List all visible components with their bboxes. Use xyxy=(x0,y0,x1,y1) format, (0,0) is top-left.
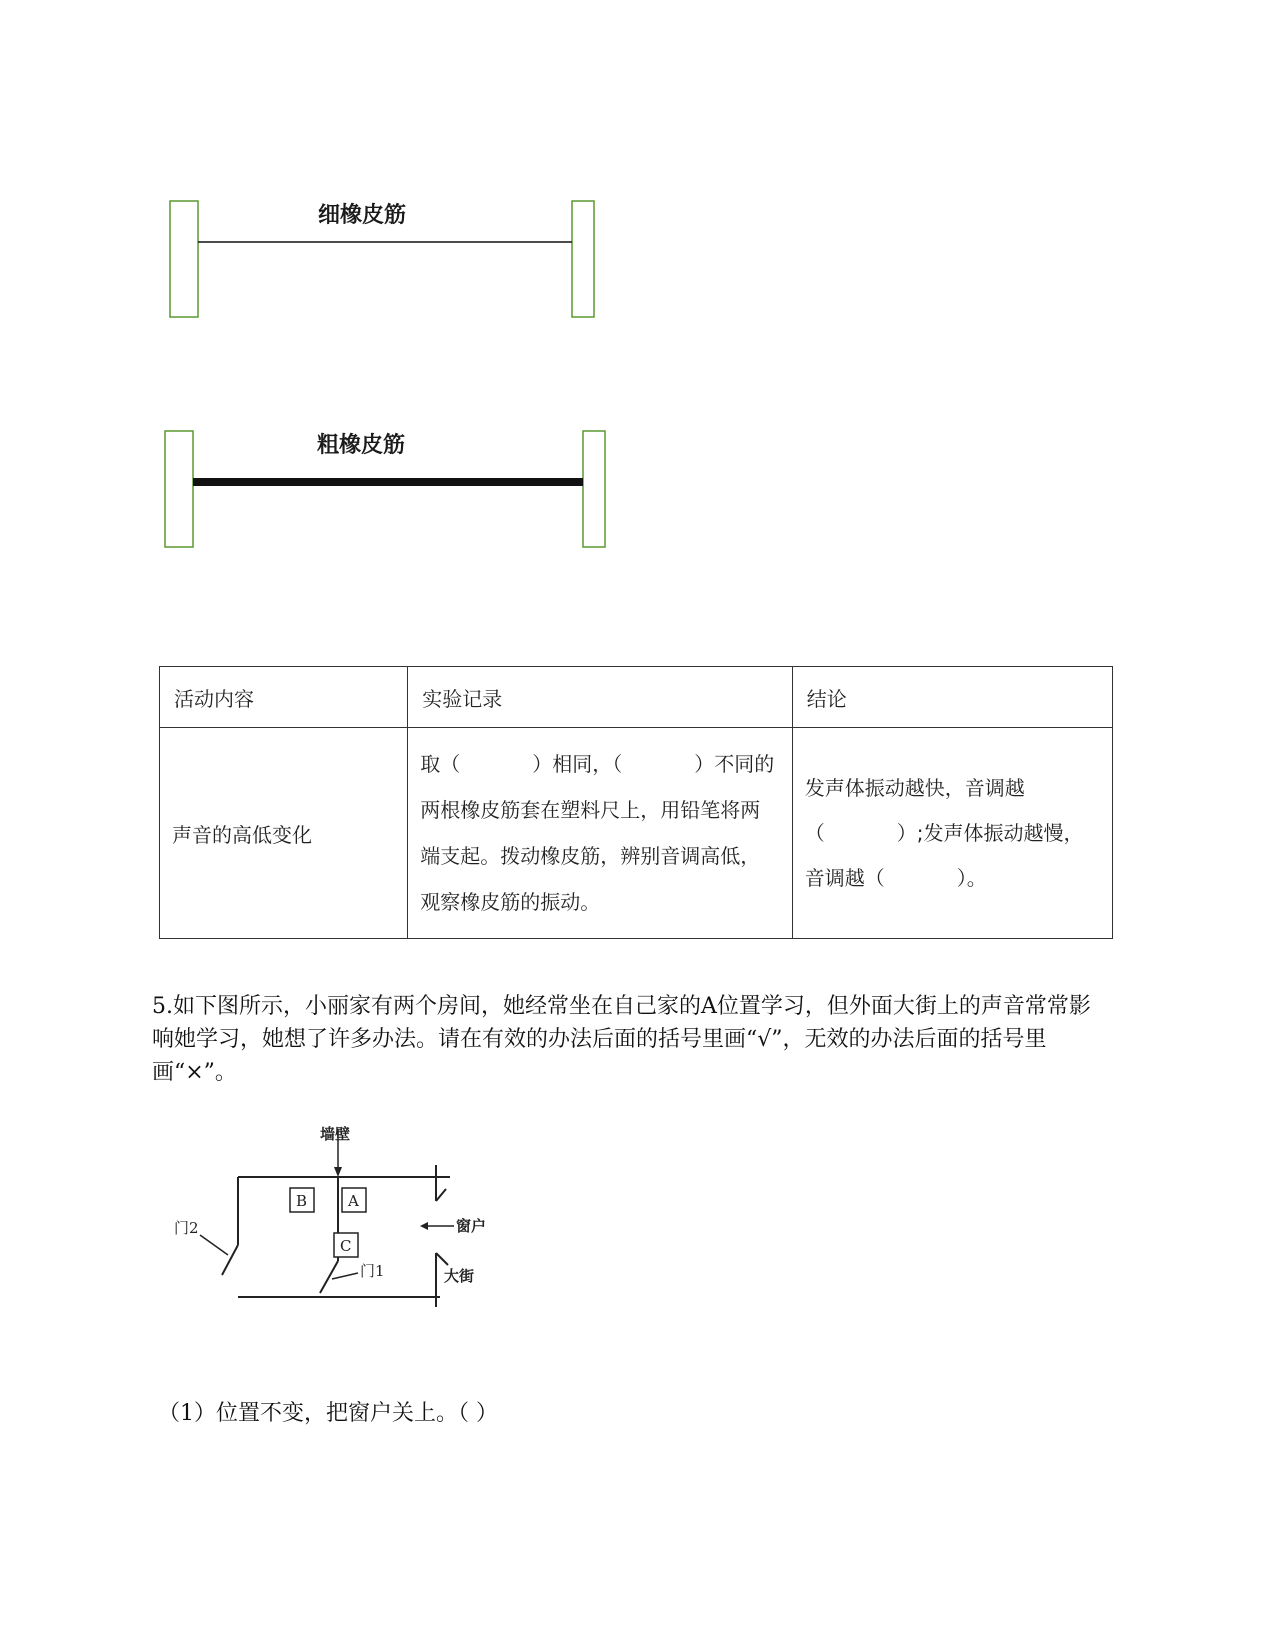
conclusion-cell xyxy=(792,728,1112,939)
door-1-leaf xyxy=(320,1261,338,1293)
wall-pointer-arrowhead xyxy=(334,1167,342,1177)
conclusion-part3-close: ）。 xyxy=(956,865,987,890)
table-row xyxy=(160,728,1113,939)
thin-band-label: 细橡皮筋 xyxy=(318,203,407,228)
left-support-post xyxy=(165,431,193,547)
header-record: 实验记录 xyxy=(408,667,793,728)
conclusion-part2-open: （ xyxy=(804,820,825,845)
header-conclusion: 结论 xyxy=(792,667,1112,728)
record-cell xyxy=(408,728,793,939)
seat-b-label: B xyxy=(296,1192,308,1210)
door-2-pointer xyxy=(200,1235,228,1255)
conclusion-part1: 发声体振动越快，音调越 xyxy=(804,775,1025,800)
record-take: 取（ xyxy=(420,752,461,776)
right-support-post xyxy=(583,431,605,547)
door-1-pointer xyxy=(332,1273,358,1279)
record-rest: 的两根橡皮筋套在塑料尺上，用铅笔将两端支起。拨动橡皮筋，辨别音调高低，观察橡皮筋的振动。 xyxy=(420,752,775,914)
window-upper-sash xyxy=(436,1189,446,1201)
thin-rubber-band-figure xyxy=(160,188,640,338)
table-header-row xyxy=(160,667,1113,728)
door-2-label: 门2 xyxy=(174,1219,199,1237)
thick-rubber-band-figure xyxy=(155,418,635,568)
window-pointer-arrowhead xyxy=(420,1222,428,1230)
record-diff: ）不同 xyxy=(694,752,755,776)
window-lower-sash xyxy=(436,1253,448,1265)
header-activity: 活动内容 xyxy=(160,667,408,728)
seat-a-label: A xyxy=(348,1192,359,1210)
street-label: 大街 xyxy=(444,1267,475,1285)
activity-cell: 声音的高低变化 xyxy=(160,728,408,939)
wall-label: 墙壁 xyxy=(320,1125,351,1143)
door-2-leaf xyxy=(222,1245,238,1275)
right-support-post xyxy=(572,201,594,317)
left-support-post xyxy=(170,201,198,317)
experiment-table xyxy=(159,666,1113,939)
question-5-item-1: （1）位置不变，把窗户关上。（ ） xyxy=(158,1401,498,1426)
room-plan-svg xyxy=(170,1125,530,1335)
conclusion-part2-close: ）;发声体振动越慢， xyxy=(896,820,1084,845)
record-same: ）相同，（ xyxy=(532,752,623,776)
door-1-label: 门1 xyxy=(360,1262,385,1280)
seat-c-label: C xyxy=(340,1237,352,1255)
room-plan-diagram xyxy=(170,1125,530,1335)
window-label: 窗户 xyxy=(456,1217,487,1235)
question-5-text: 5.如下图所示，小丽家有两个房间，她经常坐在自己家的A位置学习，但外面大街上的声音常常影响她学习，她想了许多办法。请在有效的办法后面的括号里画“√”，无效的办法后面的括号里画“×”。 xyxy=(152,994,1091,1085)
conclusion-part3-open: 音调越（ xyxy=(804,865,885,890)
thick-band-label: 粗橡皮筋 xyxy=(317,433,406,458)
